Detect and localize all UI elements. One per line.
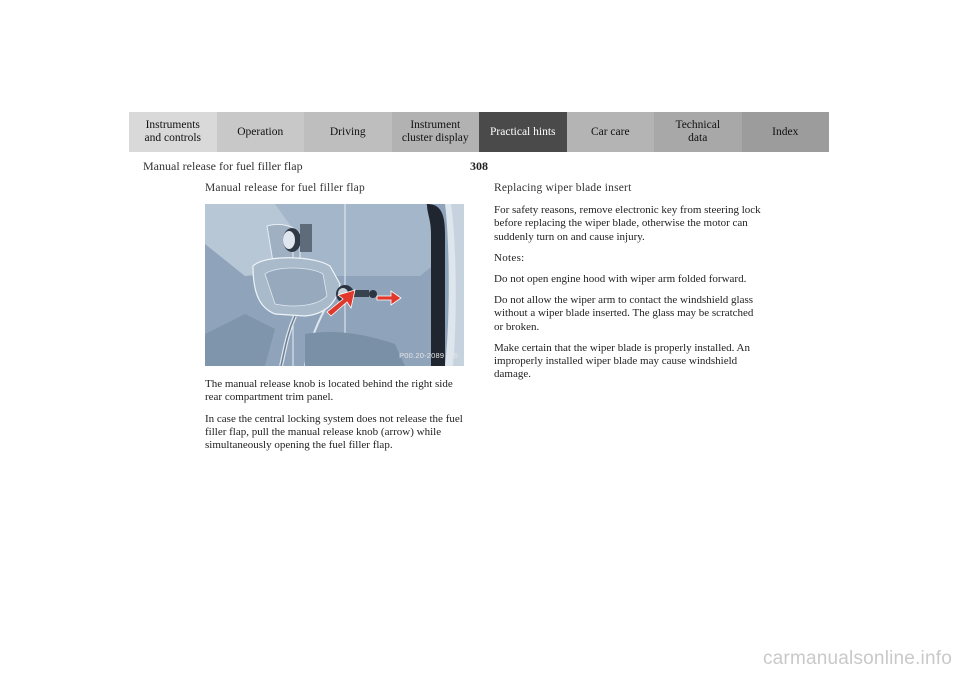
tab-instrument-cluster-display[interactable] (392, 112, 480, 152)
tab-label: Practical hints (490, 125, 556, 138)
paragraph: In case the central locking system does not release the fuel filler flap, pull the manual release knob (arrow) while simultaneously opening the fuel filler flap. (205, 412, 463, 452)
tab-practical-hints[interactable] (479, 112, 567, 152)
tab-technical-data[interactable] (654, 112, 742, 152)
tab-label: Technical data (675, 119, 721, 144)
tab-label: Operation (237, 125, 284, 138)
section-heading: Replacing wiper blade insert (494, 182, 632, 194)
tab-label: Driving (329, 125, 366, 138)
illustration-graphic (205, 204, 464, 366)
figure-reference-code: P00.20-2089 -26 (399, 351, 458, 360)
tab-label: Car care (590, 125, 630, 138)
notes-label: Notes: (494, 251, 525, 264)
tab-driving[interactable] (304, 112, 392, 152)
wiper-blade-section (494, 182, 764, 389)
note: Do not open engine hood with wiper arm folded forward. (494, 273, 747, 286)
paragraph: For safety reasons, remove electronic key from steering lock before replacing the wiper blade, otherwise the motor can suddenly turn on and cause injury. (494, 204, 761, 243)
tab-index[interactable] (742, 112, 830, 152)
note: Do not allow the wiper arm to contact the windshield glass without a wiper blade inserted. The glass may be scratched or broken. (494, 294, 754, 333)
section-tabs (129, 112, 829, 152)
tab-instruments-and-controls[interactable] (129, 112, 217, 152)
tab-label: Instrument cluster display (401, 119, 469, 144)
fuel-flap-illustration (205, 204, 464, 366)
running-title: Manual release for fuel filler flap (143, 159, 303, 173)
note: Make certain that the wiper blade is properly installed. An improperly installed wiper blade may cause windshield damage. (494, 341, 750, 381)
tab-label: Index (772, 125, 799, 138)
section-heading: Manual release for fuel filler flap (205, 182, 365, 194)
page-number: 308 (470, 159, 488, 173)
tab-car-care[interactable] (567, 112, 655, 152)
tab-label: Instruments and controls (144, 119, 202, 144)
paragraph: The manual release knob is located behind the right side rear compartment trim panel. (205, 378, 453, 404)
fuel-flap-section (205, 182, 470, 460)
tab-operation[interactable] (217, 112, 305, 152)
watermark: carmanualsonline.info (762, 648, 952, 669)
